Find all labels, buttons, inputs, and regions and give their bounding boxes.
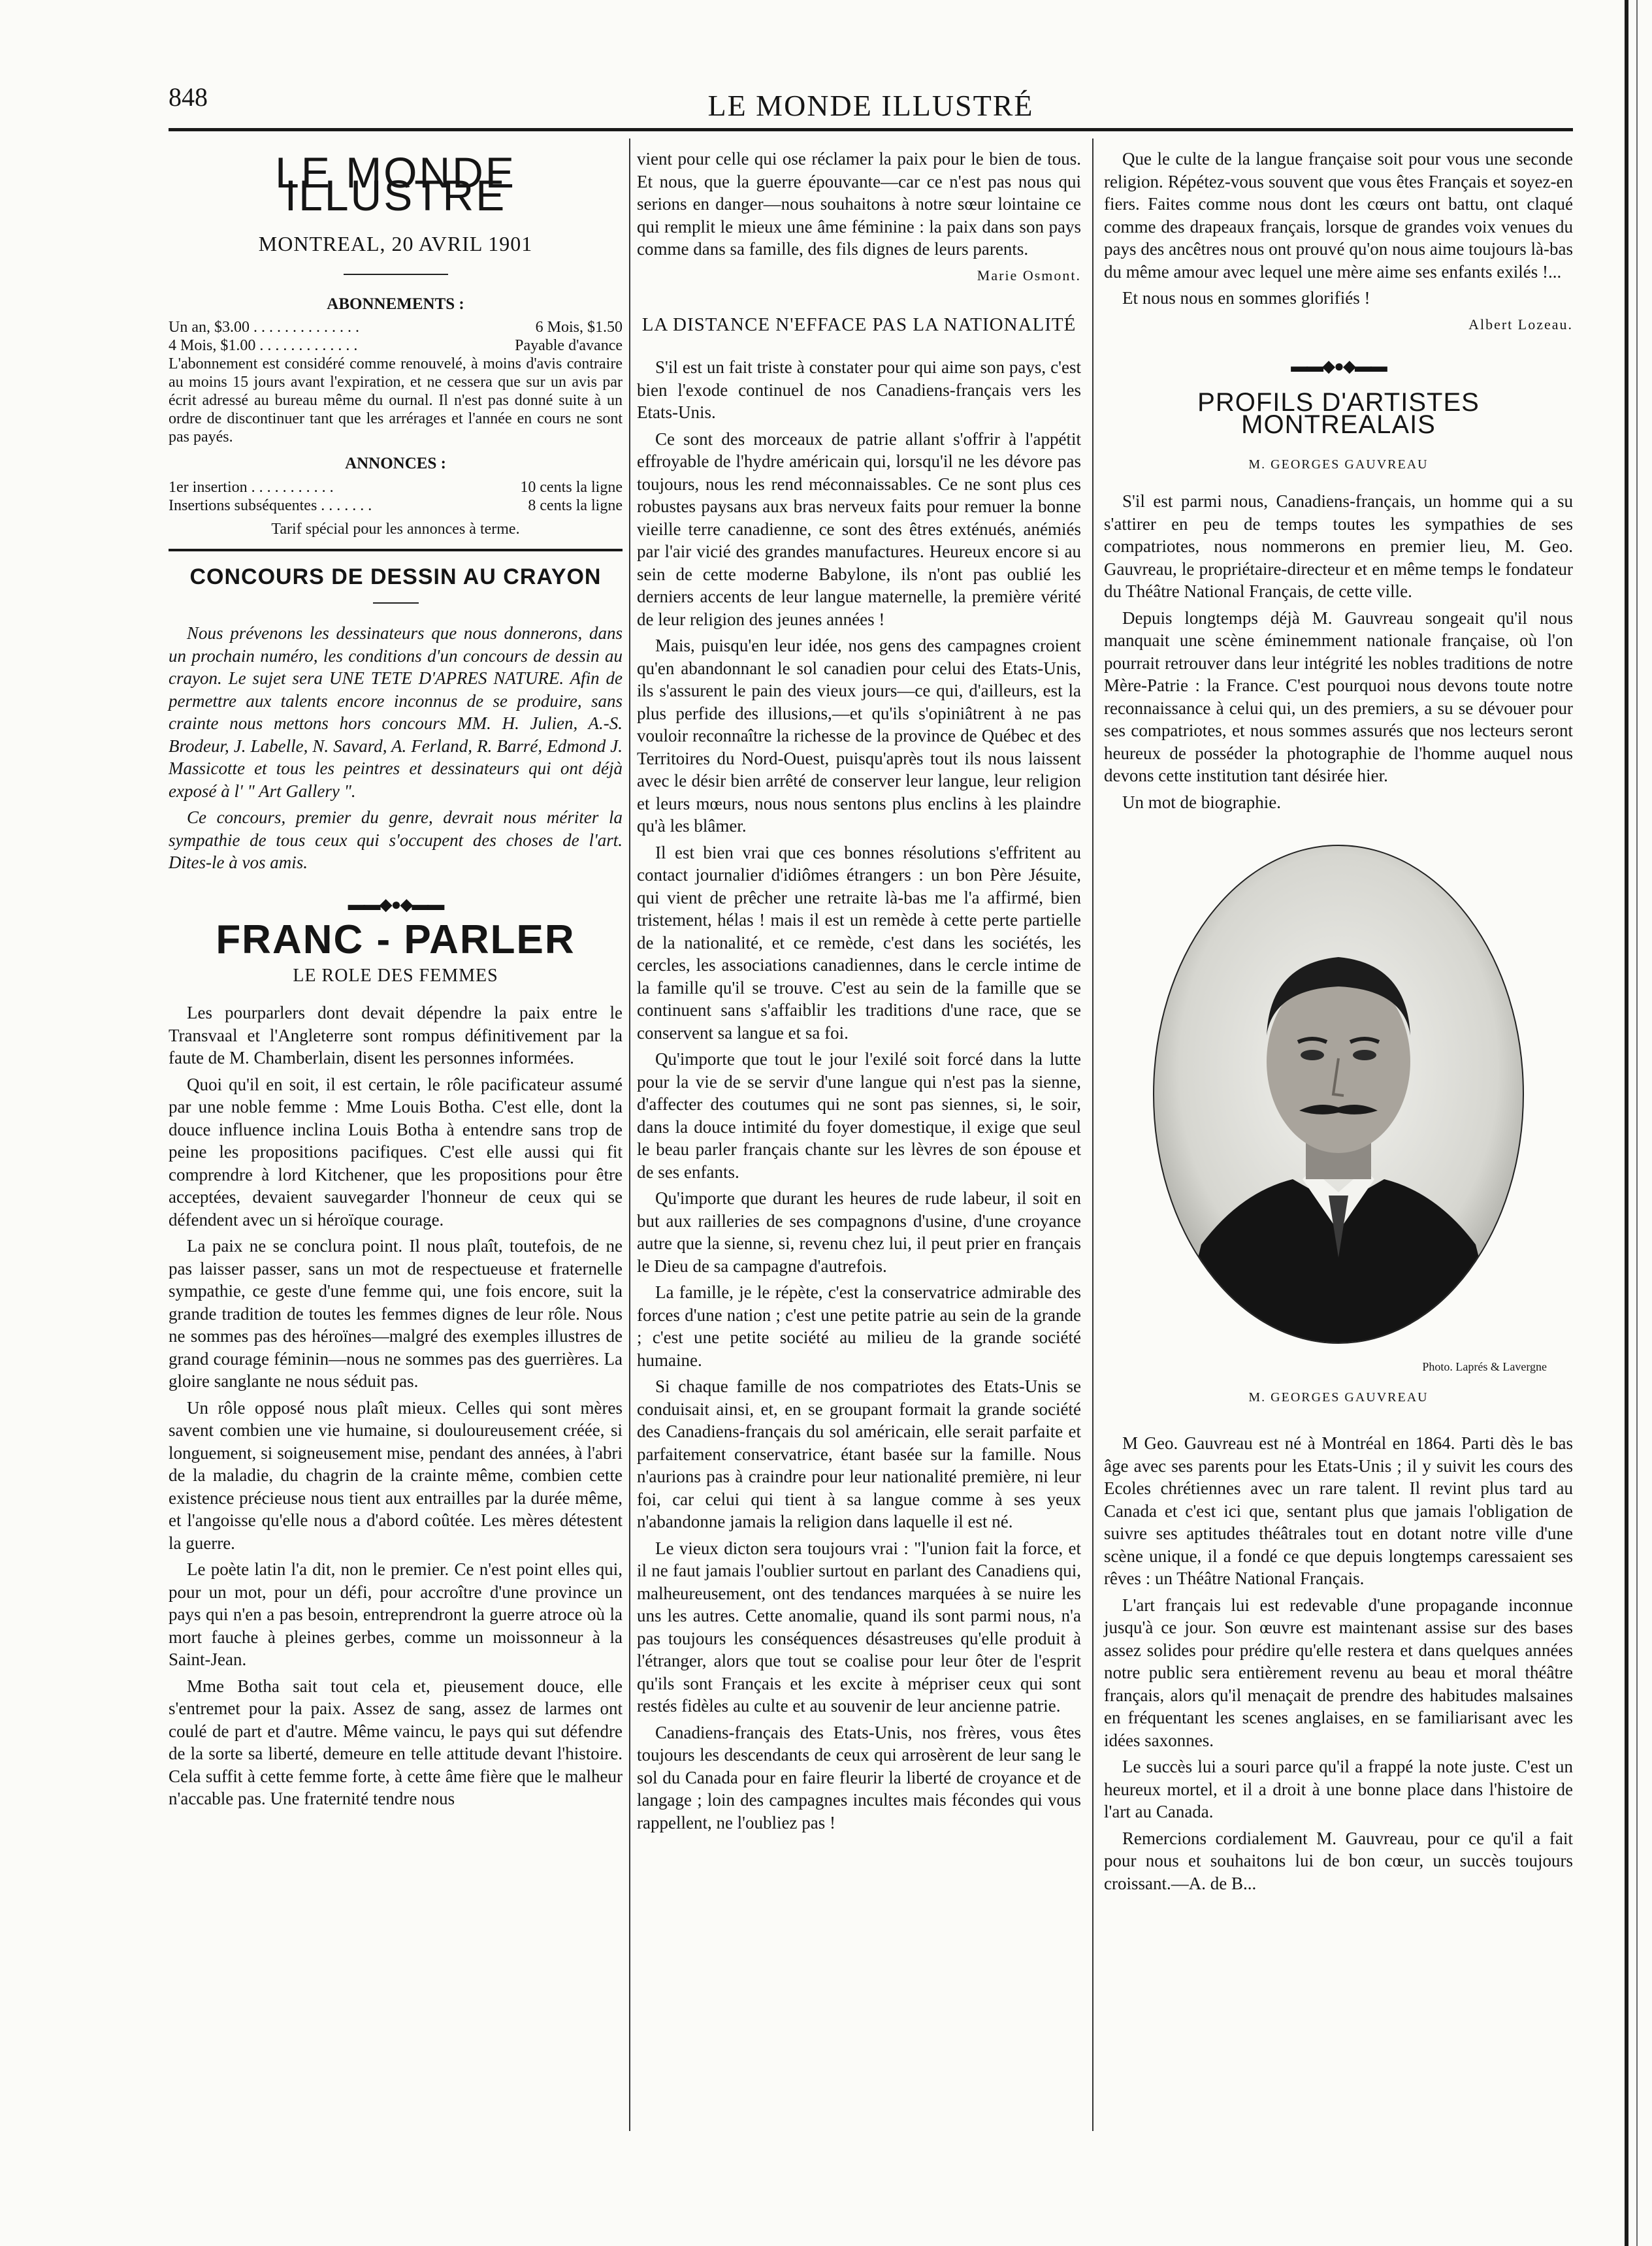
page-edge bbox=[1625, 0, 1628, 2246]
article-paragraph: vient pour celle qui ose réclamer la paix pour le bien de tous. Et nous, que la guerre épouvante—car ce n'est pas nous qui serions en danger—nous souhaitons à notre sœur lointaine ce qui remplit le mieux une âme féminine : la paix dans son pays comme dans sa famille, des fils dignes de leurs parents. bbox=[637, 149, 1081, 259]
ann-2-right: 8 cents la ligne bbox=[528, 496, 623, 514]
rate-2-right: Payable d'avance bbox=[515, 337, 623, 354]
ann-1-left: 1er insertion . . . . . . . . . . . bbox=[169, 478, 334, 496]
ann-row-1 bbox=[169, 478, 623, 496]
article-paragraph: Les pourparlers dont devait dépendre la paix entre le Transvaal et l'Angleterre sont rompus définitivement par la faute de M. Chamberlain, disent les personnes informées. bbox=[169, 1003, 623, 1067]
page-number: 848 bbox=[169, 82, 208, 112]
article-paragraph: Mme Botha sait tout cela et, pieusement douce, elle s'entremet pour la paix. Assez de sang, assez de larmes ont coulé de part et d'autre. Même vaincu, le pays qui sut défendre de la sorte sa liberté, demeure en telle attitude devant l'histoire. Cela suffit à cette femme forte, à cette âme fière que le malheur n'accable pas. Une fraternité tendre nous bbox=[169, 1676, 623, 1808]
concours-heading: CONCOURS DE DESSIN AU CRAYON bbox=[189, 564, 602, 589]
dateline-rule bbox=[344, 274, 448, 275]
article-paragraph: Canadiens-français des Etats-Unis, nos frères, vous êtes toujours les descendants de ceux qui arrosèrent de leur sang le sol du Canada pour en faire fleurir la liberté de croyance et de langage ; loin des campagnes incultes mais fécondes qui vous rappellent, ne l'oubliez pas ! bbox=[637, 1722, 1081, 1832]
article-paragraph: La paix ne se conclura point. Il nous plaît, toutefois, de ne pas laisser passer, sans un mot de respectueuse et fraternelle sympathie, ce geste d'une femme qui, une fois encore, suit la grande tradition de toutes les femmes dignes de leur rôle. Nous ne sommes pas des héroïnes—malgré des exemples illustres de grand courage féminin—nous ne sommes pas des guerrières. La gloire sanglante ne nous séduit pas. bbox=[169, 1236, 623, 1391]
photo-caption: M. GEORGES GAUVREAU bbox=[1248, 1390, 1429, 1405]
article-paragraph: Qu'importe que tout le jour l'exilé soit forcé dans la lutte pour la vie de se servir d'une langue qui n'est pas la sienne, d'affecter des coutumes qui ne sont pas siennes, si, le soir, dans la douce intimité du foyer domestique, il exige que seul le beau parler français chante sur les lèvres de son épouse et de ses enfants. bbox=[637, 1049, 1081, 1182]
article-paragraph: Un mot de biographie. bbox=[1122, 792, 1281, 812]
article-paragraph: Le poète latin l'a dit, non le premier. Ce n'est point elles qui, pour un mot, pour un défi, pour accroître d'une province un pays qui n'en a pas besoin, entreprendront la guerre atroce où la mort fauche à pleines gerbes, comme un moissonneur à la Saint-Jean. bbox=[169, 1559, 623, 1669]
role-des-femmes-heading: LE ROLE DES FEMMES bbox=[293, 965, 498, 986]
profils-heading: PROFILS D'ARTISTES MONTREALAIS bbox=[1197, 387, 1480, 439]
article-paragraph: Un rôle opposé nous plaît mieux. Celles qui sont mères savent combien une vie humaine, si douloureusement créée, si longuement, si soigneusement mise, pendant des années, à l'abri de la maladie, du chagrin de la crainte même, combien cette existence précieuse nous tient aux entrailles par la durée même, et l'angoisse qu'elle nous a d'abord coûtée. Les mères détestent la guerre. bbox=[169, 1397, 623, 1553]
ann-2-left: Insertions subséquentes . . . . . . . bbox=[169, 496, 372, 514]
ann-row-2 bbox=[169, 496, 623, 515]
concours-rule bbox=[373, 602, 419, 604]
abonnements-title: ABONNEMENTS : bbox=[327, 295, 464, 313]
portrait-photo bbox=[1149, 839, 1528, 1349]
article-paragraph: Quoi qu'il en soit, il est certain, le rôle pacificateur assumé par une noble femme : Mme Louis Botha. C'est elle, dont la douce influence inclina Louis Botha à entendre sans trop de peine les propositions pacifiques. C'est elle aussi qui fit comprendre à lord Kitchener, que les propositions pour être acceptées, devaient sauvegarder l'honneur de ceux qui se défendent avec un si héroïque courage. bbox=[169, 1074, 623, 1229]
concours-paragraph-1: Nous prévenons les dessinateurs que nous donnerons, dans un prochain numéro, les conditions d'un concours de dessin au crayon. Le sujet sera UNE TETE D'APRES NATURE. Afin de permettre aux talents encore inconnus de se produire, sans crainte nous mettons hors concours MM. H. Julien, A.-S. Brodeur, J. Labelle, N. Savard, A. Ferland, R. Barré, Edmond J. Massicotte et tous les peintres et dessinateurs qui ont déjà exposé à l' " Art Gallery ". bbox=[169, 623, 623, 801]
article-paragraph: Depuis longtemps déjà M. Gauvreau songeait qu'il nous manquait une scène éminemment nationale française, où l'on pourrait retrouver dans leur intégrité les nobles traditions de notre Mère-Patrie : la France. C'est pourquoi nous devons toute notre reconnaissance à celui qui, un des premiers, a su se dévouer pour ses compatriotes, et nous sommes assurés que nos lecteurs seront heureux de posséder la photographie de l'homme auquel nous devons cette institution tant désirée hier. bbox=[1104, 608, 1573, 785]
article-paragraph: Remercions cordialement M. Gauvreau, pour ce qu'il a fait pour nous et souhaitons lui de bon cœur, un succès toujours croissant.—A. de B... bbox=[1104, 1828, 1573, 1893]
article-paragraph: Le succès lui a souri parce qu'il a frappé la note juste. C'est un heureux mortel, et il a droit à une bonne place dans l'histoire de l'art au Canada. bbox=[1104, 1757, 1573, 1821]
running-title: LE MONDE ILLUSTRÉ bbox=[707, 89, 1034, 122]
column-1 bbox=[169, 138, 623, 1814]
ornament-divider: ▬▬◆●◆▬▬ bbox=[1291, 357, 1386, 376]
article-paragraph: La famille, je le répète, c'est la conservatrice admirable des forces d'une nation ; c'est une petite patrie au sein de la grande ; c'est une petite société au milieu de la grande société humaine. bbox=[637, 1282, 1081, 1370]
rate-2-left: 4 Mois, $1.00 . . . . . . . . . . . . . bbox=[169, 337, 358, 354]
page-edge-shadow bbox=[1636, 0, 1638, 2246]
dateline: MONTREAL, 20 AVRIL 1901 bbox=[258, 232, 533, 255]
byline-lozeau: Albert Lozeau. bbox=[1468, 316, 1573, 333]
article-paragraph: M Geo. Gauvreau est né à Montréal en 1864. Parti dès le bas âge avec ses parents pour les Etats-Unis ; il y suivit les cours des Ecoles chrétiennes avec un rare talent. Il revint plus tard au Canada et c'est ici que, sentant plus que jamais l'obligation de suivre ses aptitudes théâtrales tout en dotant notre ville d'une scène unique, il a fondé ce que depuis longtemps caressaient ses rêves : un Théâtre National Français. bbox=[1104, 1433, 1573, 1588]
column-rule-2 bbox=[1092, 138, 1093, 2131]
article-paragraph: S'il est parmi nous, Canadiens-français, un homme qui a su s'attirer en peu de temps toutes les sympathies de ses compatriotes, nous nommerons en premier lieu, M. Geo. Gauvreau, le propriétaire-directeur et en même temps le fondateur du Théâtre National Français, de cette ville. bbox=[1104, 491, 1573, 601]
ann-1-right: 10 cents la ligne bbox=[520, 478, 623, 496]
section-rule bbox=[169, 549, 623, 551]
byline-osmont: Marie Osmont. bbox=[977, 267, 1081, 284]
article-paragraph: Qu'importe que durant les heures de rude labeur, il soit en but aux railleries de ses compagnons d'usine, d'une croyance autre que la sienne, si, revenu chez lui, il peut prier en français le Dieu de sa campagne d'autrefois. bbox=[637, 1188, 1081, 1276]
ornament-divider: ▬▬◆●◆▬▬ bbox=[348, 894, 444, 914]
franc-parler-heading: FRANC - PARLER bbox=[216, 917, 575, 962]
column-2 bbox=[637, 148, 1081, 1838]
profils-subheading: M. GEORGES GAUVREAU bbox=[1248, 457, 1429, 472]
photo-credit: Photo. Laprés & Lavergne bbox=[1422, 1360, 1547, 1373]
portrait-image bbox=[1149, 839, 1528, 1349]
masthead: LE MONDE ILLUSTRE bbox=[275, 148, 516, 220]
rate-row-2 bbox=[169, 336, 623, 355]
annonces-title: ANNONCES : bbox=[345, 455, 446, 472]
rate-1-left: Un an, $3.00 . . . . . . . . . . . . . . bbox=[169, 319, 359, 336]
header-rule bbox=[169, 128, 1573, 131]
tarif-note: Tarif spécial pour les annonces à terme. bbox=[271, 520, 520, 538]
rate-row-1 bbox=[169, 318, 623, 336]
column-rule-1 bbox=[629, 138, 630, 2131]
article-paragraph: L'art français lui est redevable d'une propagande inconnue jusqu'à ce jour. Son œuvre est maintenant assise sur des bases assez solides pour prédire qu'elle restera et dans quelques années notre public sera entièrement revenu au beau et moral théâtre français, alors qu'il menaçait de prendre des habitudes malsaines en fréquentant les scenes anglaises, en se familiarisant avec les idées saxonnes. bbox=[1104, 1595, 1573, 1750]
article-paragraph: Et nous nous en sommes glorifiés ! bbox=[1122, 288, 1370, 308]
page-header bbox=[169, 75, 1573, 127]
article-paragraph: Ce sont des morceaux de patrie allant s'offrir à l'appétit effroyable de l'hydre américain qui, lorsqu'il ne les dévore pas toujours, nous les rend méconnaissables. Ce ne sont plus ces robustes paysans aux bras nerveux faits pour remuer la bonne vieille terre canadienne, ce sont des êtres exténués, anémiés par l'air vicié des grandes manufactures. Heureux encore si au sein de cette moderne Babylone, ils n'ont pas oublié les derniers accents de leur langue maternelle, la première vérité de leur religion des jeunes années ! bbox=[637, 429, 1081, 629]
article-paragraph: Le vieux dicton sera toujours vrai : "l'union fait la force, et il ne faut jamais l'oublier surtout en parlant des Canadiens qui, malheureusement, ont des tendances marquées à se nuire les uns les autres. Cette anomalie, quand ils sont parmi nous, n'a pas toujours les conséquences désastreuses qu'elle produit à l'étranger, alors que tout se coalise pour leur ôter de l'esprit qu'ils sont Français et les excite à mépriser ceux qui sont restés fidèles au culte et au souvenir de leur ancienne patrie. bbox=[637, 1538, 1081, 1716]
article-paragraph: Que le culte de la langue française soit pour vous une seconde religion. Répétez-vous souvent que vous êtes Français et soyez-en fiers. Faites comme nous dont les cœurs ont battu, ont claqué comme des drapeaux français, lorsque de grandes voix venues du pays des ancêtres nous ont prouvé qu'on nous aime toujours là-bas du même amour avec lequel une mère aime ses enfants exilés !... bbox=[1104, 149, 1573, 282]
column-3 bbox=[1104, 148, 1573, 1898]
distance-heading: LA DISTANCE N'EFFACE PAS LA NATIONALITÉ bbox=[641, 314, 1077, 335]
concours-notice bbox=[169, 622, 623, 874]
article-paragraph: Il est bien vrai que ces bonnes résolutions s'effritent au contact journalier d'idiômes étrangers : un bon Père Jésuite, qui vient de prêcher une retraite là-bas me l'a affirmé, bien tristement, hélas ! mais il est un remède à cette perte partielle de la nationalité, et ce remède, c'est dans les sociétés, les cercles, les associations canadiennes, dans le cercle intime de la famille qu'il se trouve. C'est au sein de la famille que se continuent sans s'affaiblir les traditions d'une race, que se conservent sa langue et sa foi. bbox=[637, 842, 1081, 1043]
article-paragraph: S'il est un fait triste à constater pour qui aime son pays, c'est bien l'exode continuel de nos Canadiens-français vers les Etats-Unis. bbox=[637, 357, 1081, 422]
article-paragraph: Si chaque famille de nos compatriotes des Etats-Unis se conduisait ainsi, et, en se groupant formait la grande société des Canadiens-français du sol américain, elle serait parfaite et parfaitement conservatrice, étant basée sur la famille. Nous n'aurions pas à craindre pour leur nationalité première, ni leur foi, car celui qui tient à sa langue comme à ses yeux n'abandonne jamais la religion dans laquelle il est né. bbox=[637, 1376, 1081, 1531]
article-paragraph: Mais, puisqu'en leur idée, nos gens des campagnes croient qu'en abandonnant le sol canadien pour celui des Etats-Unis, ils s'assurent le pain des vieux jours—ce qui, d'ailleurs, est la plus perfide des illusions,—et qu'ils s'opiniâtrent à ne pas vouloir reconnaître la richesse de la province de Québec et des Territoires du Nord-Ouest, puisqu'après tout ils nous laissent avec le désir bien arrêté de conserver leur langue, leur religion et leurs mœurs, nous nous sentons plus enclins à les plaindre qu'à les blâmer. bbox=[637, 636, 1081, 836]
abonnement-terms: L'abonnement est considéré comme renouvelé, à moins d'avis contraire au moins 15 jours avant l'expiration, et ne cessera que sur un avis par écrit adressé au bureau même du ournal. Il n'est pas donné suite à un ordre de discontinuer tant que les arrérages et l'année en cours ne sont pas payés. bbox=[169, 355, 623, 446]
concours-paragraph-2: Ce concours, premier du genre, devrait nous mériter la sympathie de tous ceux qui s'occupent des choses de l'art. Dites-le à vos amis. bbox=[169, 807, 623, 872]
rate-1-right: 6 Mois, $1.50 bbox=[535, 319, 623, 336]
